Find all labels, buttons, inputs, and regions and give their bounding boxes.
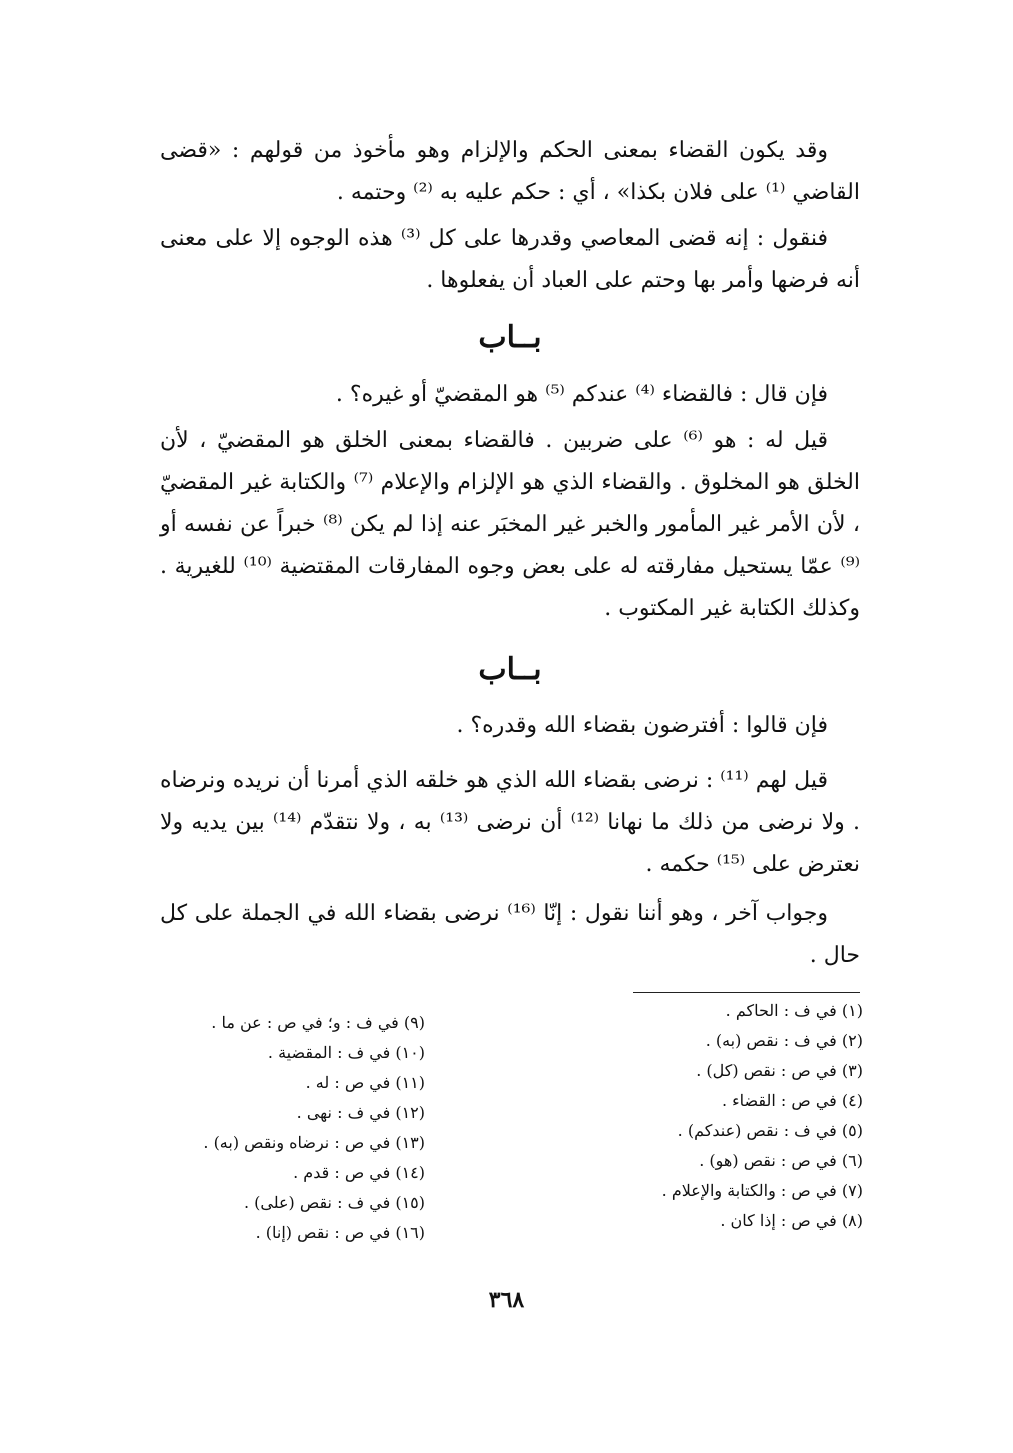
footnote-6: (٦) في ص : نقص (هو) . bbox=[699, 1151, 863, 1170]
footnote-5: (٥) في ف : نقص (عندكم) . bbox=[677, 1121, 863, 1140]
footnote-7: (٧) في ص : والكتابة والإعلام . bbox=[661, 1181, 863, 1200]
footnote-14: (١٤) في ص : قدم . bbox=[293, 1163, 425, 1182]
question-2-text: فإن قالوا : أفترضون بقضاء الله وقدره؟ . bbox=[456, 713, 828, 738]
footnotes-left-column bbox=[165, 1008, 425, 1248]
paragraph-2 bbox=[160, 218, 860, 302]
footnote-2: (٢) في ف : نقص (به) . bbox=[705, 1031, 863, 1050]
footnote-15: (١٥) في ف : نقص (على) . bbox=[243, 1193, 425, 1212]
paragraph-2-text: فنقول : إنه قضى المعاصي وقدرها على كل ⁽³⁾ هذه الوجوه إلا على معنى أنه فرضها وأمر بها وحتم على العباد أن يفعلوها . bbox=[160, 226, 860, 293]
question-2 bbox=[160, 705, 860, 747]
footnote-4: (٤) في ص : القضاء . bbox=[721, 1091, 863, 1110]
footnote-1: (١) في ف : الحاكم . bbox=[725, 1001, 863, 1020]
footnote-13: (١٣) في ص : نرضاه ونقص (به) . bbox=[203, 1133, 425, 1152]
section-heading-2: بــاب bbox=[478, 652, 542, 687]
footnote-8: (٨) في ص : إذا كان . bbox=[720, 1211, 863, 1230]
footnote-3: (٣) في ص : نقص (كل) . bbox=[696, 1061, 863, 1080]
paragraph-1-text: وقد يكون القضاء بمعنى الحكم والإلزام وهو مأخوذ من قولهم : «قضى القاضي ⁽¹⁾ على فلان بكذا» ، أي : حكم عليه به ⁽²⁾ وحتمه . bbox=[160, 138, 860, 205]
question-1-text: فإن قال : فالقضاء ⁽⁴⁾ عندكم ⁽⁵⁾ هو المقضيّ أو غيره؟ . bbox=[335, 382, 828, 407]
footnote-9: (٩) في ف : و؛ في ص : عن ما . bbox=[211, 1013, 425, 1032]
footnote-10: (١٠) في ف : المقضية . bbox=[267, 1043, 425, 1062]
footnote-divider bbox=[633, 992, 860, 993]
footnotes-right-column bbox=[533, 996, 863, 1236]
paragraph-1 bbox=[160, 130, 860, 214]
page-number: ٣٦٨ bbox=[488, 1287, 525, 1313]
footnote-16: (١٦) في ص : نقص (إنا) . bbox=[255, 1223, 425, 1242]
answer-1-text: قيل له : هو ⁽⁶⁾ على ضربين . فالقضاء بمعنى الخلق هو المقضيّ ، لأن الخلق هو المخلوق . والقضاء الذي هو الإلزام والإعلام ⁽⁷⁾ والكتابة غير المقضيّ ، لأن الأمر غير المأمور والخبر غير المخبَر عنه إذا لم يكن ⁽⁸⁾ خبراً عن نفسه أو ⁽⁹⁾ عمّا يستحيل مفارقته له على بعض وجوه المفارقات المقتضية ⁽¹⁰⁾ للغيرية . وكذلك الكتابة غير المكتوب . bbox=[160, 428, 860, 621]
answer-3 bbox=[160, 893, 860, 977]
section-heading-1: بــاب bbox=[478, 320, 542, 355]
footnote-11: (١١) في ص : له . bbox=[305, 1073, 425, 1092]
answer-2-text: قيل لهم ⁽¹¹⁾ : نرضى بقضاء الله الذي هو خلقه الذي أمرنا أن نريده ونرضاه . ولا نرضى من ذلك ما نهانا ⁽¹²⁾ أن نرضى ⁽¹³⁾ به ، ولا نتقدّم ⁽¹⁴⁾ بين يديه ولا نعترض على ⁽¹⁵⁾ حكمه . bbox=[160, 768, 860, 877]
answer-1 bbox=[160, 420, 860, 630]
question-1 bbox=[160, 374, 860, 416]
answer-3-text: وجواب آخر ، وهو أننا نقول : إنّا ⁽¹⁶⁾ نرضى بقضاء الله في الجملة على كل حال . bbox=[160, 901, 860, 968]
answer-2 bbox=[160, 760, 860, 886]
footnote-12: (١٢) في ف : نهى . bbox=[296, 1103, 425, 1122]
